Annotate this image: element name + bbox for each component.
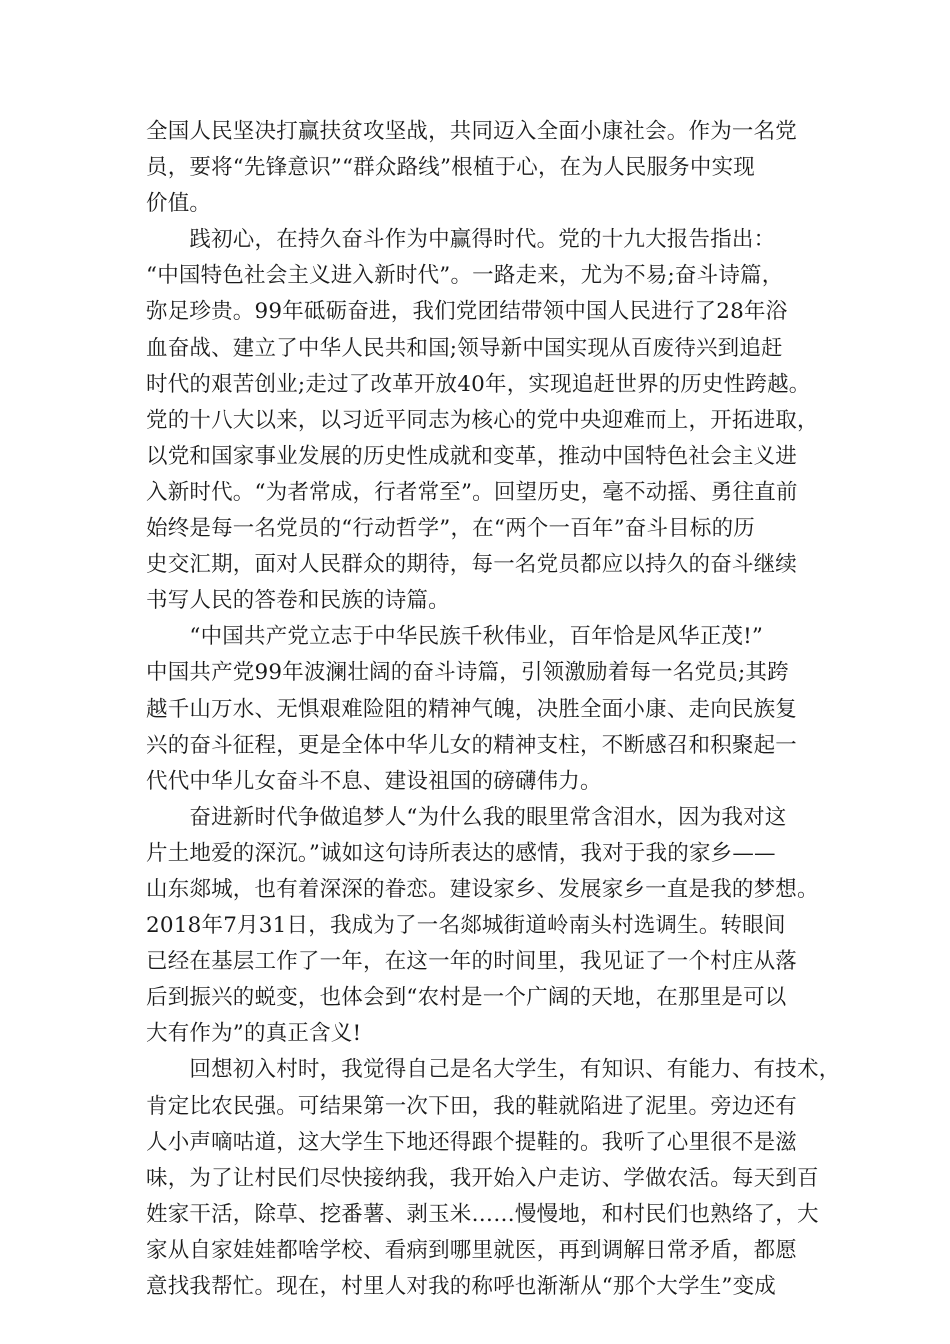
text-line: 血奋战、建立了中华人民共和国;领导新中国实现从百废待兴到追赶 (146, 335, 783, 361)
text-line: 中国共产党99年波澜壮阔的奋斗诗篇，引领激励着每一名党员;其跨 (146, 660, 789, 686)
text-line: 肯定比农民强。可结果第一次下田，我的鞋就陷进了泥里。旁边还有 (146, 1093, 798, 1119)
text-line: 山东郯城，也有着深深的眷恋。建设家乡、发展家乡一直是我的梦想。 (146, 876, 819, 902)
text-line: “中国特色社会主义进入新时代”。一路走来，尤为不易;奋斗诗篇， (146, 263, 784, 289)
text-line: 代代中华儿女奋斗不息、建设祖国的磅礴伟力。 (146, 768, 602, 794)
text-line: 姓家干活，除草、挖番薯、剥玉米……慢慢地，和村民们也熟络了，大 (146, 1201, 819, 1227)
text-line: 片土地爱的深沉。”诚如这句诗所表达的感情，我对于我的家乡—— (146, 840, 776, 866)
text-line: 以党和国家事业发展的历史性成就和变革，推动中国特色社会主义进 (146, 443, 798, 469)
text-line: 意找我帮忙。现在，村里人对我的称呼也渐渐从“那个大学生”变成 (146, 1274, 776, 1299)
text-line: 入新时代。“为者常成，行者常至”。回望历史，毫不动摇、勇往直前 (146, 479, 798, 505)
text-line: 史交汇期，面对人民群众的期待，每一名党员都应以持久的奋斗继续 (146, 552, 798, 578)
text-line: 2018年7月31日，我成为了一名郯城街道岭南头村选调生。转眼间 (146, 913, 786, 939)
text-line: 弥足珍贵。99年砥砺奋进，我们党团结带领中国人民进行了28年浴 (146, 299, 788, 325)
text-line: 大有作为”的真正含义! (146, 1021, 362, 1047)
text-line: 员，要将“先锋意识”“群众路线”根植于心，在为人民服务中实现 (146, 155, 755, 181)
text-line: 时代的艰苦创业;走过了改革开放40年，实现追赶世界的历史性跨越。 (146, 371, 811, 397)
text-line: 全国人民坚决打赢扶贫攻坚战，共同迈入全面小康社会。作为一名党 (146, 119, 798, 144)
text-line: 家从自家娃娃都啥学校、看病到哪里就医，再到调解日常矛盾，都愿 (146, 1237, 798, 1263)
text-line: 已经在基层工作了一年，在这一年的时间里，我见证了一个村庄从落 (146, 949, 798, 975)
text-line: 践初心，在持久奋斗作为中赢得时代。党的十九大报告指出： (146, 227, 776, 253)
text-line: “中国共产党立志于中华民族千秋伟业，百年恰是风华正茂!” (146, 624, 764, 650)
text-line: 书写人民的答卷和民族的诗篇。 (146, 588, 450, 614)
text-line: 人小声嘀咕道，这大学生下地还得跟个提鞋的。我听了心里很不是滋 (146, 1129, 798, 1155)
text-line: 越千山万水、无惧艰难险阻的精神气魄，决胜全面小康、走向民族复 (146, 696, 798, 722)
text-line: 奋进新时代争做追梦人“为什么我的眼里常含泪水，因为我对这 (146, 804, 787, 830)
text-line: 价值。 (146, 191, 212, 217)
text-line: 兴的奋斗征程，更是全体中华儿女的精神支柱，不断感召和积聚起一 (146, 732, 798, 758)
text-line: 党的十八大以来，以习近平同志为核心的党中央迎难而上，开拓进取， (146, 407, 819, 433)
text-line: 后到振兴的蜕变，也体会到“农村是一个广阔的天地，在那里是可以 (146, 985, 787, 1011)
text-line: 味，为了让村民们尽快接纳我，我开始入户走访、学做农活。每天到百 (146, 1165, 819, 1191)
body-text (146, 114, 841, 1305)
text-line: 回想初入村时，我觉得自己是名大学生，有知识、有能力、有技术， (146, 1057, 841, 1083)
text-line: 始终是每一名党员的“行动哲学”，在“两个一百年”奋斗目标的历 (146, 516, 755, 542)
